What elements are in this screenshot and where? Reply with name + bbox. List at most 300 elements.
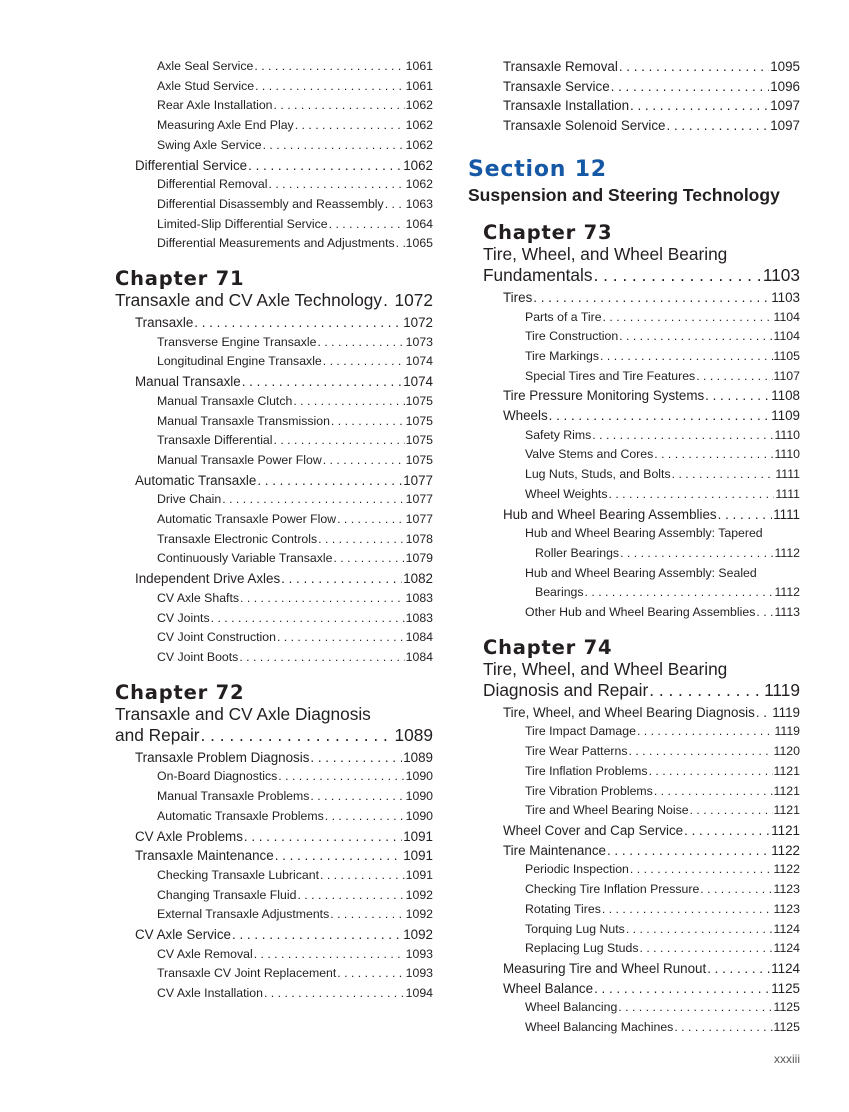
page-number: 1083 (405, 610, 433, 625)
entry-label: Tire Impact Damage (525, 724, 636, 739)
page-number: 1110 (774, 427, 800, 442)
entry-label: Safety Rims (525, 427, 592, 442)
dot-leader (254, 945, 405, 965)
entry-label: Transaxle Differential (157, 433, 273, 448)
entry-label: Rear Axle Installation (157, 98, 273, 113)
toc-column-right (468, 57, 800, 1038)
entry-label: Wheel Weights (525, 486, 608, 501)
dot-leader (264, 984, 405, 1004)
entry-label: Transaxle Solenoid Service (503, 118, 666, 134)
page-number: 1111 (775, 486, 800, 501)
dot-leader (674, 1018, 772, 1038)
page-number: 1089 (403, 749, 433, 765)
dot-leader (690, 801, 773, 821)
toc-entry (483, 1018, 800, 1038)
chapter-title-line: Transaxle and CV Axle Diagnosis (115, 703, 371, 724)
toc-entry (115, 234, 433, 254)
entry-label: Replacing Lug Studs (525, 941, 639, 956)
dot-leader (269, 175, 405, 195)
entry-label: Wheel Balancing (525, 1000, 618, 1015)
toc-entry (483, 939, 800, 959)
entry-label: Automatic Transaxle Power Flow (157, 512, 337, 527)
page-folio: xxxiii (774, 1052, 800, 1066)
page-number: 1077 (405, 492, 433, 507)
entry-label: Automatic Transaxle Problems (157, 808, 324, 823)
toc-entry (483, 959, 800, 979)
toc-entry-wrap-line (483, 524, 800, 544)
entry-label: Hub and Wheel Bearing Assemblies (503, 506, 717, 522)
entry-label: Transaxle (135, 315, 194, 331)
chapter-heading: Chapter 71 (115, 267, 245, 291)
toc-entry (115, 748, 433, 768)
entry-label: CV Axle Service (135, 927, 232, 943)
chapter-heading: Chapter 73 (483, 220, 613, 244)
entry-label: Hub and Wheel Bearing Assembly: Tapered (525, 526, 763, 541)
toc-entry (483, 77, 800, 97)
entry-label: Differential Measurements and Adjustments (157, 236, 395, 251)
dot-leader (594, 979, 770, 999)
entry-label: Manual Transaxle Power Flow (157, 452, 322, 467)
dot-leader (323, 451, 405, 471)
page-number: 1103 (762, 264, 800, 285)
chapter-entries (115, 748, 433, 1004)
dot-leader (549, 406, 771, 426)
toc-entry (115, 886, 433, 906)
dot-leader (619, 57, 769, 77)
toc-entry (483, 57, 800, 77)
page-number: 1078 (405, 531, 433, 546)
dot-leader (654, 445, 773, 465)
page-number: 1062 (403, 157, 433, 173)
dot-leader (232, 925, 402, 945)
dot-leader (607, 841, 770, 861)
toc-column-left (115, 57, 433, 1004)
entry-label: Checking Transaxle Lubricant (157, 867, 319, 882)
toc-entry (115, 490, 433, 510)
toc-entry (483, 544, 800, 564)
toc-entry (483, 979, 800, 999)
toc-entry (483, 583, 800, 603)
toc-entry (115, 589, 433, 609)
page-number: 1093 (405, 966, 433, 981)
toc-entry (483, 782, 800, 802)
page-number: 1079 (405, 551, 433, 566)
entry-label: Independent Drive Axles (135, 571, 281, 587)
page-number: 1062 (405, 177, 433, 192)
chapter-title-row (483, 265, 800, 286)
page-number: 1122 (771, 842, 800, 858)
entry-label: Lug Nuts, Studs, and Bolts (525, 467, 671, 482)
entry-label: Manual Transaxle Problems (157, 789, 310, 804)
page-number: 1097 (770, 98, 800, 114)
entry-label: Checking Tire Inflation Pressure (525, 882, 700, 897)
toc-entry (115, 451, 433, 471)
toc-entry (115, 787, 433, 807)
page-number: 1125 (773, 1020, 800, 1035)
toc-entry (115, 925, 433, 945)
entry-label: Transaxle Installation (503, 98, 630, 114)
toc-entry (483, 308, 800, 328)
entry-label: Changing Transaxle Fluid (157, 887, 297, 902)
entry-label: Tire and Wheel Bearing Noise (525, 803, 689, 818)
dot-leader (293, 392, 404, 412)
toc-entry (115, 57, 433, 77)
page-number: 1072 (403, 315, 433, 331)
toc-entry (115, 175, 433, 195)
entry-label: CV Axle Removal (157, 946, 253, 961)
dot-leader (630, 96, 769, 116)
dot-leader (254, 57, 404, 77)
page-number: 1119 (774, 724, 800, 739)
dot-leader (310, 748, 402, 768)
chapter-block (115, 681, 433, 1004)
page-number: 1092 (405, 907, 433, 922)
dot-leader (329, 215, 405, 235)
page-number: 1111 (773, 506, 800, 522)
toc-entry (483, 327, 800, 347)
chapter-title-row (115, 725, 433, 746)
page-number: 1091 (403, 848, 433, 864)
entry-label: Tire Pressure Monitoring Systems (503, 388, 705, 404)
entry-label: Tire Maintenance (503, 842, 606, 858)
dot-leader (603, 308, 773, 328)
section-heading: Section 12 (468, 156, 607, 182)
page-number: 1121 (773, 803, 800, 818)
entry-label: Swing Axle Service (157, 137, 262, 152)
toc-entry (115, 77, 433, 97)
page-number: 1104 (773, 329, 800, 344)
entry-label: CV Joints (157, 610, 210, 625)
page-number: 1105 (773, 348, 800, 363)
entry-label: Special Tires and Tire Features (525, 368, 696, 383)
entry-label: Measuring Tire and Wheel Runout (503, 960, 707, 976)
dot-leader (594, 265, 762, 286)
toc-entry (115, 510, 433, 530)
page-number: 1083 (405, 590, 433, 605)
entry-label: Axle Seal Service (157, 59, 254, 73)
dot-leader (278, 767, 404, 787)
entry-label: Valve Stems and Cores (525, 447, 654, 462)
toc-entry (483, 386, 800, 406)
dot-leader (639, 939, 772, 959)
chapter-title-line: Tire, Wheel, and Wheel Bearing (483, 243, 728, 264)
entry-label: Longitudinal Engine Transaxle (157, 354, 322, 369)
dot-leader (255, 77, 405, 97)
dot-leader (320, 866, 405, 886)
entry-label: CV Axle Problems (135, 828, 243, 844)
chapter-title-row (483, 680, 800, 701)
page-number: 1073 (405, 334, 433, 349)
section-block (468, 156, 800, 208)
toc-entry (483, 465, 800, 485)
toc-entry (483, 920, 800, 940)
entry-label: Tires (503, 289, 533, 305)
entry-label: Wheel Balance (503, 980, 594, 996)
dot-leader (600, 347, 773, 367)
page-number: 1092 (405, 887, 433, 902)
entry-label: Manual Transaxle (135, 374, 241, 390)
dot-leader (756, 603, 773, 623)
dot-leader (194, 313, 402, 333)
page-number: 1062 (405, 118, 433, 133)
toc-entry (115, 549, 433, 569)
chapter-title-row (115, 290, 433, 311)
dot-leader (201, 725, 394, 746)
dot-leader (295, 116, 405, 136)
dot-leader (608, 485, 774, 505)
entry-label: Torquing Lug Nuts (525, 921, 625, 936)
dot-leader (649, 762, 773, 782)
page-number: 1097 (770, 118, 800, 134)
entry-label: Transaxle Service (503, 78, 610, 94)
dot-leader (705, 386, 770, 406)
dot-leader (385, 195, 405, 215)
chapter-entries (483, 288, 800, 623)
page-number: 1122 (773, 862, 800, 877)
dot-leader (317, 333, 404, 353)
page-number: 1074 (403, 374, 433, 390)
page-number: 1075 (405, 393, 433, 408)
dot-leader (396, 234, 405, 254)
dot-leader (667, 116, 770, 136)
dot-leader (654, 782, 773, 802)
entry-label: Other Hub and Wheel Bearing Assemblies (525, 605, 756, 620)
page-number: 1091 (405, 867, 433, 882)
dot-leader (325, 807, 405, 827)
toc-entry (483, 347, 800, 367)
toc-entry (115, 392, 433, 412)
toc-entry (483, 288, 800, 308)
entry-label: Tire, Wheel, and Wheel Bearing Diagnosis (503, 704, 755, 720)
dot-leader (602, 900, 773, 920)
toc-entry (115, 569, 433, 589)
page-number: 1112 (774, 545, 800, 560)
toc-entry (115, 984, 433, 1004)
toc-entry (483, 722, 800, 742)
dot-leader (707, 959, 770, 979)
toc-entry (115, 945, 433, 965)
toc-entry (115, 827, 433, 847)
dot-leader (337, 510, 405, 530)
chapter-heading: Chapter 74 (483, 635, 613, 659)
toc-entry (483, 998, 800, 1018)
page-number: 1123 (773, 882, 800, 897)
section-subtitle: Suspension and Steering Technology (468, 184, 780, 205)
dot-leader (718, 505, 773, 525)
entry-label: Wheel Cover and Cap Service (503, 822, 684, 838)
page-number: 1090 (405, 769, 433, 784)
page-number: 1112 (774, 585, 800, 600)
dot-leader (619, 327, 772, 347)
dot-leader (257, 471, 402, 491)
entry-label: Hub and Wheel Bearing Assembly: Sealed (525, 565, 757, 580)
page-number: 1082 (403, 571, 433, 587)
entry-label: Bearings (535, 585, 584, 600)
page-number: 1111 (775, 467, 800, 482)
entry-label: Transverse Engine Transaxle (157, 334, 317, 349)
entry-label: On-Board Diagnostics (157, 769, 278, 784)
entry-label: Rotating Tires (525, 901, 601, 916)
entry-label: Periodic Inspection (525, 862, 629, 877)
entry-label: Wheel Balancing Machines (525, 1020, 674, 1035)
page-number: 1108 (771, 388, 800, 404)
entry-label: Fundamentals (483, 264, 593, 285)
dot-leader (277, 628, 405, 648)
toc-entry (483, 801, 800, 821)
toc-entry (483, 445, 800, 465)
page-number: 1075 (405, 433, 433, 448)
toc-entry (115, 628, 433, 648)
entry-label: Transaxle Maintenance (135, 848, 274, 864)
entry-label: Transaxle CV Joint Replacement (157, 966, 337, 981)
page-number: 1072 (394, 290, 433, 311)
dot-leader (618, 998, 772, 1018)
toc-entry (483, 96, 800, 116)
page-number: 1107 (773, 368, 800, 383)
page-number: 1089 (394, 724, 433, 745)
dot-leader (240, 589, 405, 609)
toc-entry (115, 136, 433, 156)
toc-entry (115, 372, 433, 392)
dot-leader (585, 583, 774, 603)
entry-label: and Repair (115, 724, 200, 745)
dot-leader (649, 680, 763, 701)
page-number: 1075 (405, 452, 433, 467)
dot-leader (333, 549, 404, 569)
page-number: 1121 (771, 822, 800, 838)
entry-label: Tire Markings (525, 348, 600, 363)
dot-leader (281, 569, 402, 589)
dot-leader (263, 136, 405, 156)
page-number: 1065 (405, 236, 433, 251)
dot-leader (297, 886, 404, 906)
entry-label: Transaxle and CV Axle Technology (115, 290, 383, 311)
toc-entry (483, 841, 800, 861)
entry-label: Transaxle Problem Diagnosis (135, 749, 310, 765)
chapter-block (483, 221, 800, 623)
chapter-entries (115, 313, 433, 668)
entry-label: Tire Construction (525, 329, 619, 344)
dot-leader (222, 490, 404, 510)
page-number: 1103 (771, 289, 800, 305)
entry-label: Differential Service (135, 157, 248, 173)
page-number: 1064 (405, 216, 433, 231)
entry-label: Differential Disassembly and Reassembly (157, 196, 384, 211)
toc-entry (483, 900, 800, 920)
toc-entries-block (483, 57, 800, 136)
dot-leader (756, 703, 771, 723)
page-number: 1125 (771, 980, 800, 996)
toc-entry (115, 116, 433, 136)
entry-label: External Transaxle Adjustments (157, 907, 330, 922)
entry-label: Limited-Slip Differential Service (157, 216, 328, 231)
chapter-entries (483, 703, 800, 1038)
entry-label: Tire Wear Patterns (525, 744, 628, 759)
toc-entry (483, 505, 800, 525)
entry-label: Axle Stud Service (157, 78, 255, 93)
entry-label: Roller Bearings (535, 545, 620, 560)
page-number: 1095 (770, 59, 800, 74)
dot-leader (275, 846, 403, 866)
page-number: 1124 (773, 941, 800, 956)
entry-label: Differential Removal (157, 177, 268, 192)
entry-label: Manual Transaxle Transmission (157, 413, 330, 428)
entry-label: CV Joint Boots (157, 649, 239, 664)
entry-label: CV Joint Construction (157, 630, 276, 645)
toc-entry (115, 471, 433, 491)
toc-entry (115, 313, 433, 333)
page-number: 1121 (773, 783, 800, 798)
dot-leader (637, 722, 774, 742)
toc-entry (483, 762, 800, 782)
page-number: 1093 (405, 946, 433, 961)
toc-entry (115, 156, 433, 176)
dot-leader (700, 880, 772, 900)
entry-label: Manual Transaxle Clutch (157, 393, 293, 408)
toc-entry (483, 367, 800, 387)
toc-entry (115, 352, 433, 372)
page-number: 1119 (772, 704, 800, 720)
toc-entry (115, 333, 433, 353)
page-number: 1061 (405, 78, 433, 93)
dot-leader (630, 860, 773, 880)
toc-entry (483, 821, 800, 841)
page-number: 1084 (405, 630, 433, 645)
page-number: 1092 (403, 927, 433, 943)
page-number: 1121 (773, 763, 800, 778)
toc-entry (483, 703, 800, 723)
toc-entry (115, 195, 433, 215)
page-number: 1090 (405, 808, 433, 823)
dot-leader (684, 821, 770, 841)
page-number: 1124 (771, 960, 800, 976)
dot-leader (696, 367, 772, 387)
toc-entry (115, 431, 433, 451)
entry-label: Automatic Transaxle (135, 472, 257, 488)
dot-leader (626, 920, 773, 940)
page-number: 1062 (405, 98, 433, 113)
entry-label: Continuously Variable Transaxle (157, 551, 333, 566)
entry-label: CV Axle Installation (157, 986, 263, 1001)
dot-leader (211, 609, 405, 629)
dot-leader (533, 288, 770, 308)
page-number: 1091 (403, 828, 433, 844)
toc-entry (115, 648, 433, 668)
dot-leader (383, 290, 393, 311)
page-number: 1084 (405, 649, 433, 664)
page-number: 1113 (774, 605, 800, 620)
page-number: 1061 (405, 59, 433, 73)
dot-leader (242, 372, 403, 392)
page-number: 1110 (774, 447, 800, 462)
chapter-block (483, 636, 800, 1038)
page-number: 1077 (403, 472, 433, 488)
entry-label: Diagnosis and Repair (483, 679, 649, 700)
page-number: 1104 (773, 309, 800, 324)
dot-leader (318, 530, 404, 550)
toc-entry (115, 807, 433, 827)
dot-leader (274, 431, 405, 451)
dot-leader (331, 412, 405, 432)
toc-entry-wrap-line (483, 564, 800, 584)
entry-label: Measuring Axle End Play (157, 118, 294, 133)
toc-entry (115, 866, 433, 886)
dot-leader (244, 827, 402, 847)
toc-entry (115, 412, 433, 432)
page-number: 1062 (405, 137, 433, 152)
toc-entry (115, 846, 433, 866)
page-number: 1090 (405, 789, 433, 804)
